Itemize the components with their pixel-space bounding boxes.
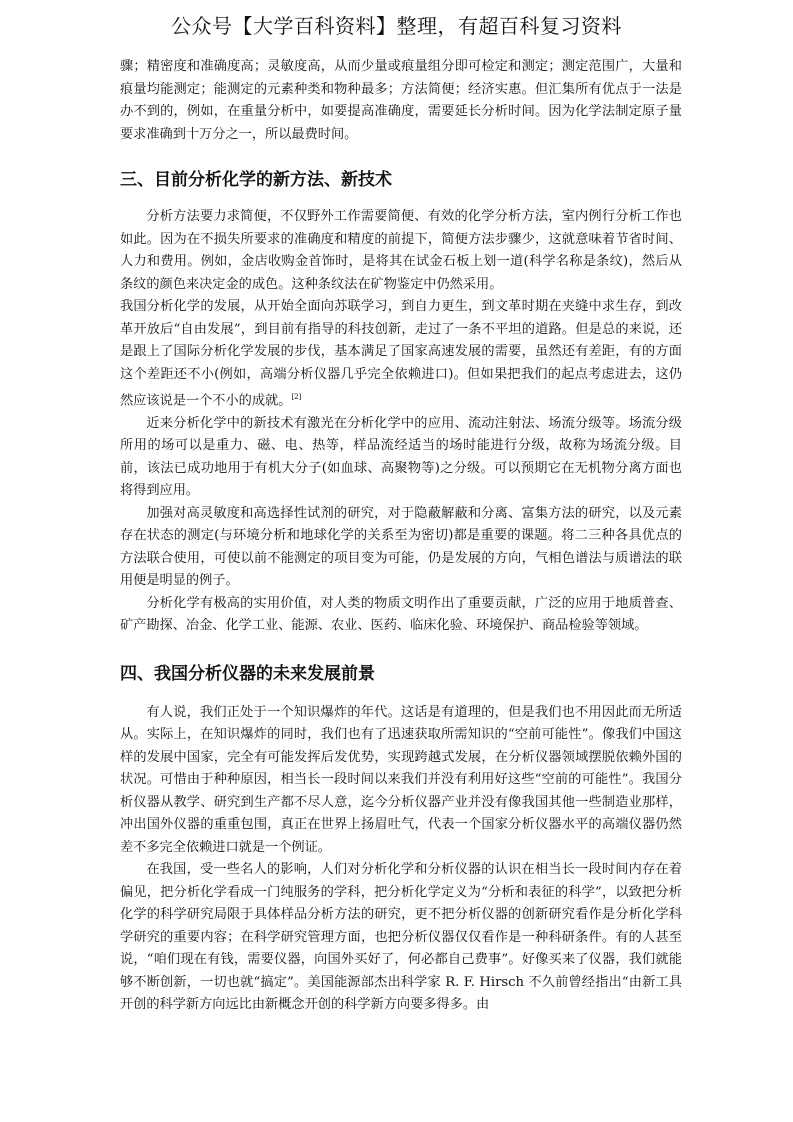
document-header: 公众号【大学百科资料】整理，有超百科复习资料 xyxy=(171,14,622,38)
paragraph-continuation: 骤；精密度和准确度高；灵敏度高，从而少量或痕量组分即可检定和测定；测定范围广，大量和痕量均能测定；能测定的元素种类和物种最多；方法简便；经济实惠。但汇集所有优点于一法是办不到的，例如，在重量分析中，如要提高准确度，需要延长分析时间。因为化学法制定原子量要求准确到十万分之一，所以最费时间。 xyxy=(120,59,682,142)
paragraph: 近来分析化学中的新技术有激光在分析化学中的应用、流动注射法、场流分级等。场流分级所用的场可以是重力、磁、电、热等，样品流经适当的场时能进行分级，故称为场流分级。目前，该法已成功地用于有机大分子(如血球、高聚物等)之分级。可以预期它在无机物分离方面也将得到应用。 xyxy=(120,415,682,499)
paragraph: 加强对高灵敏度和高选择性试剂的研究，对于隐蔽解蔽和分离、富集方法的研究，以及元素存在状态的测定(与环境分析和地球化学的关系至为密切)都是重要的课题。将二三种各具优点的方法联合使用，可使以前不能测定的项目变为可能，仍是发展的方向，气相色谱法与质谱法的联用便是明显的例子。 xyxy=(120,505,682,589)
paragraph: 在我国，受一些名人的影响，人们对分析化学和分析仪器的认识在相当长一段时间内存在着偏见，把分析化学看成一门纯服务的学科，把分析化学定义为“分析和表征的科学”，以致把分析化学的科学研究局限于具体样品分析方法的研究，更不把分析仪器的创新研究看作是分析化学科学研究的重要内容；在科学研究管理方面，也把分析仪器仅仅看作是一种科研条件。有的人甚至说，“咱们现在有钱，需要仪器，向国外买好了，何必都自己费事”。好像买来了仪器，我们就能够不断创新，一切也就“搞定”。美国能源部杰出科学家 R. F. Hirsch 不久前曾经指出“由新工具开创的科学新方向远比由新概念开创的科学新方向要多得多。由 xyxy=(120,862,682,1013)
document-body xyxy=(120,56,682,1017)
paragraph: 分析方法要力求简便，不仅野外工作需要简便、有效的化学分析方法，室内例行分析工作也如此。因为在不损失所要求的准确度和精度的前提下，简便方法步骤少，这就意味着节省时间、人力和费用。例如，金店收购金首饰时，是将其在试金石板上划一道(科学名称是条纹)，然后从条纹的颜色来决定金的成色。这种条纹法在矿物鉴定中仍然采用。 xyxy=(120,209,682,292)
section-heading-3: 三、目前分析化学的新方法、新技术 xyxy=(120,170,392,190)
section-heading-4: 四、我国分析仪器的未来发展前景 xyxy=(120,663,375,684)
paragraph-text: 我国分析化学的发展，从开始全面向苏联学习，到自力更生，到文革时期在夹缝中求生存，到改革开放后“自由发展”，到目前有指导的科技创新，走过了一条不平坦的道路。但是总的来说，还是跟上了国际分析化学发展的步伐，基本满足了国家高速发展的需要，虽然还有差距，有的方面这个差距还不小(例如，高端分析仪器几乎完全依赖进口)。但如果把我们的起点考虑进去，这仍然应该说是一个不小的成就。 xyxy=(120,299,682,409)
paragraph: 分析化学有极高的实用价值，对人类的物质文明作出了重要贡献，广泛的应用于地质普查、矿产勘探、冶金、化学工业、能源、农业、医药、临床化验、环境保护、商品检验等领域。 xyxy=(120,595,682,634)
citation-ref[interactable]: [2] xyxy=(291,393,302,401)
paragraph: 有人说，我们正处于一个知识爆炸的年代。这话是有道理的，但是我们也不用因此而无所适从。实际上，在知识爆炸的同时，我们也有了迅速获取所需知识的“空前可能性”。像我们中国这样的发展中国家，完全有可能发挥后发优势，实现跨越式发展，在分析仪器领域摆脱依赖外国的状况。可惜由于种种原因，相当长一段时间以来我们并没有利用好这些“空前的可能性”。我国分析仪器从教学、研究到生产都不尽人意，迄今分析仪器产业并没有像我国其他一些制造业那样，冲出国外仪器的重重包围，真正在世界上扬眉吐气，代表一个国家分析仪器水平的高端仪器仍然差不多完全依赖进口就是一个例证。 xyxy=(120,704,682,855)
paragraph xyxy=(120,296,682,413)
